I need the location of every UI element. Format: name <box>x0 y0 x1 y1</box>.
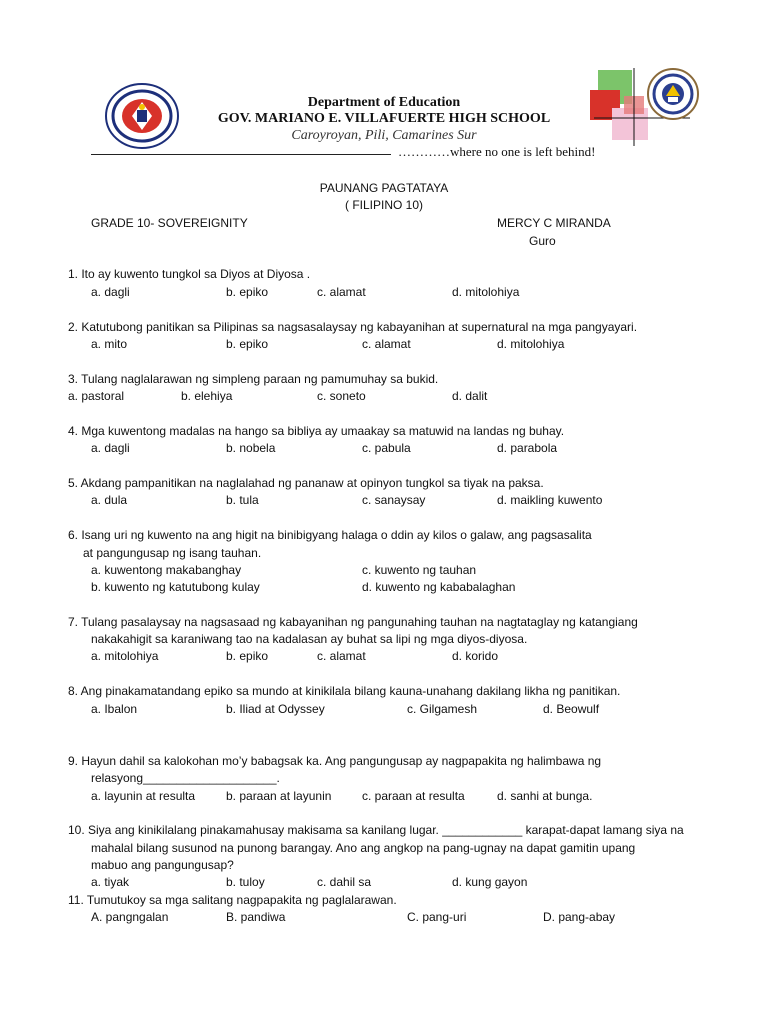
teacher-name: MERCY C MIRANDA <box>497 216 611 230</box>
q8-choice-c: c. Gilgamesh <box>407 702 478 716</box>
q8-choice-b: b. Iliad at Odyssey <box>226 702 325 716</box>
question-1: 1. Ito ay kuwento tungkol sa Diyos at Diyosa . <box>68 267 311 281</box>
q7-choice-c: c. alamat <box>317 649 366 663</box>
question-7: 7. Tulang pasalaysay na nagsasaad ng kabayanihan ng pangunahing tauhan na nagtataglay ng katangiang <box>68 615 638 629</box>
q5-choice-b: b. tula <box>226 493 259 507</box>
question-4: 4. Mga kuwentong madalas na hango sa bibliya ay umaakay sa matuwid na landas ng buhay. <box>68 424 565 438</box>
q1-choice-d: d. mitolohiya <box>452 285 520 299</box>
question-10: 10. Siya ang kinikilalang pinakamahusay makisama sa kanilang lugar. ____________ karapat-dapat lamang siya na <box>68 823 684 837</box>
question-5: 5. Akdang pampanitikan na naglalahad ng pananaw at opinyon tungkol sa tiyak na paksa. <box>68 476 544 490</box>
teacher-role: Guro <box>529 234 556 248</box>
q9-choice-d: d. sanhi at bunga. <box>497 789 593 803</box>
q3-choice-b: b. elehiya <box>181 389 233 403</box>
q9-choice-b: b. paraan at layunin <box>226 789 332 803</box>
q8-choice-d: d. Beowulf <box>543 702 600 716</box>
question-2: 2. Katutubong panitikan sa Pilipinas sa nagsasalaysay ng kabayanihan at supernatural na mga pangyayari. <box>68 320 638 334</box>
question-7-line-2: nakakahigit sa karaniwang tao na kadalasan ay buhat sa lipi ng mga diyos-diyosa. <box>91 632 528 646</box>
q7-choice-d: d. korido <box>452 649 499 663</box>
q1-choice-c: c. alamat <box>317 285 366 299</box>
q11-choice-a: A. pangngalan <box>91 910 169 924</box>
q2-choice-a: a. mito <box>91 337 128 351</box>
q10-choice-c: c. dahil sa <box>317 875 372 889</box>
q1-choice-b: b. epiko <box>226 285 269 299</box>
q10-choice-b: b. tuloy <box>226 875 265 889</box>
department-title: Department of Education <box>307 95 461 110</box>
question-9-line-2: relasyong____________________. <box>91 771 280 785</box>
question-6: 6. Isang uri ng kuwento na ang higit na binibigyang halaga o ddin ay kilos o galaw, ang pagsasalita <box>68 528 592 542</box>
q3-choice-a: a. pastoral <box>68 389 125 403</box>
q10-choice-d: d. kung gayon <box>452 875 528 889</box>
question-8: 8. Ang pinakamatandang epiko sa mundo at kinikilala bilang kauna-unahang dakilang likha ng panitikan. <box>68 684 621 698</box>
q11-choice-b: B. pandiwa <box>226 910 286 924</box>
question-10-line-3: mabuo ang pangungusap? <box>91 858 234 872</box>
q5-choice-c: c. sanaysay <box>362 493 426 507</box>
q2-choice-c: c. alamat <box>362 337 411 351</box>
q10-choice-a: a. tiyak <box>91 875 130 889</box>
q4-choice-a: a. dagli <box>91 441 130 455</box>
q5-choice-d: d. maikling kuwento <box>497 493 603 507</box>
q2-choice-d: d. mitolohiya <box>497 337 565 351</box>
q7-choice-b: b. epiko <box>226 649 269 663</box>
question-3: 3. Tulang naglalarawan ng simpleng paraan ng pamumuhay sa bukid. <box>68 372 439 386</box>
q4-choice-d: d. parabola <box>497 441 558 455</box>
q4-choice-b: b. nobela <box>226 441 276 455</box>
question-9: 9. Hayun dahil sa kalokohan mo’y babagsak ka. Ang pangungusap ay nagpapakita ng halimbawa ng <box>68 754 602 768</box>
q2-choice-b: b. epiko <box>226 337 269 351</box>
question-10-line-2: mahalal bilang susunod na punong barangay. Ano ang angkop na pang-ugnay na dapat gamitin upang <box>91 841 636 855</box>
test-title: PAUNANG PAGTATAYA <box>319 181 449 195</box>
q7-choice-a: a. mitolohiya <box>91 649 159 663</box>
q9-choice-c: c. paraan at resulta <box>362 789 465 803</box>
school-motto: …………where no one is left behind! <box>398 144 596 159</box>
school-name: GOV. MARIANO E. VILLAFUERTE HIGH SCHOOL <box>217 111 551 126</box>
q11-choice-c: C. pang-uri <box>407 910 467 924</box>
q3-choice-d: d. dalit <box>452 389 488 403</box>
q5-choice-a: a. dula <box>91 493 128 507</box>
header-rule <box>91 154 391 155</box>
q4-choice-c: c. pabula <box>362 441 411 455</box>
q8-choice-a: a. Ibalon <box>91 702 138 716</box>
q1-choice-a: a. dagli <box>91 285 130 299</box>
q6-choice-a: a. kuwentong makabanghay <box>91 563 242 577</box>
q9-choice-a: a. layunin at resulta <box>91 789 196 803</box>
school-address: Caroyroyan, Pili, Camarines Sur <box>291 128 477 143</box>
q6-choice-c: c. kuwento ng tauhan <box>362 563 477 577</box>
question-11: 11. Tumutukoy sa mga salitang nagpapakita ng paglalarawan. <box>68 893 397 907</box>
q11-choice-d: D. pang-abay <box>543 910 616 924</box>
grade-section: GRADE 10- SOVEREIGNITY <box>91 216 248 230</box>
q6-choice-b: b. kuwento ng katutubong kulay <box>91 580 260 594</box>
q3-choice-c: c. soneto <box>317 389 366 403</box>
question-6-line-2: at pangungusap ng isang tauhan. <box>83 546 262 560</box>
q6-choice-d: d. kuwento ng kababalaghan <box>362 580 516 594</box>
test-subject: ( FILIPINO 10) <box>344 198 424 212</box>
